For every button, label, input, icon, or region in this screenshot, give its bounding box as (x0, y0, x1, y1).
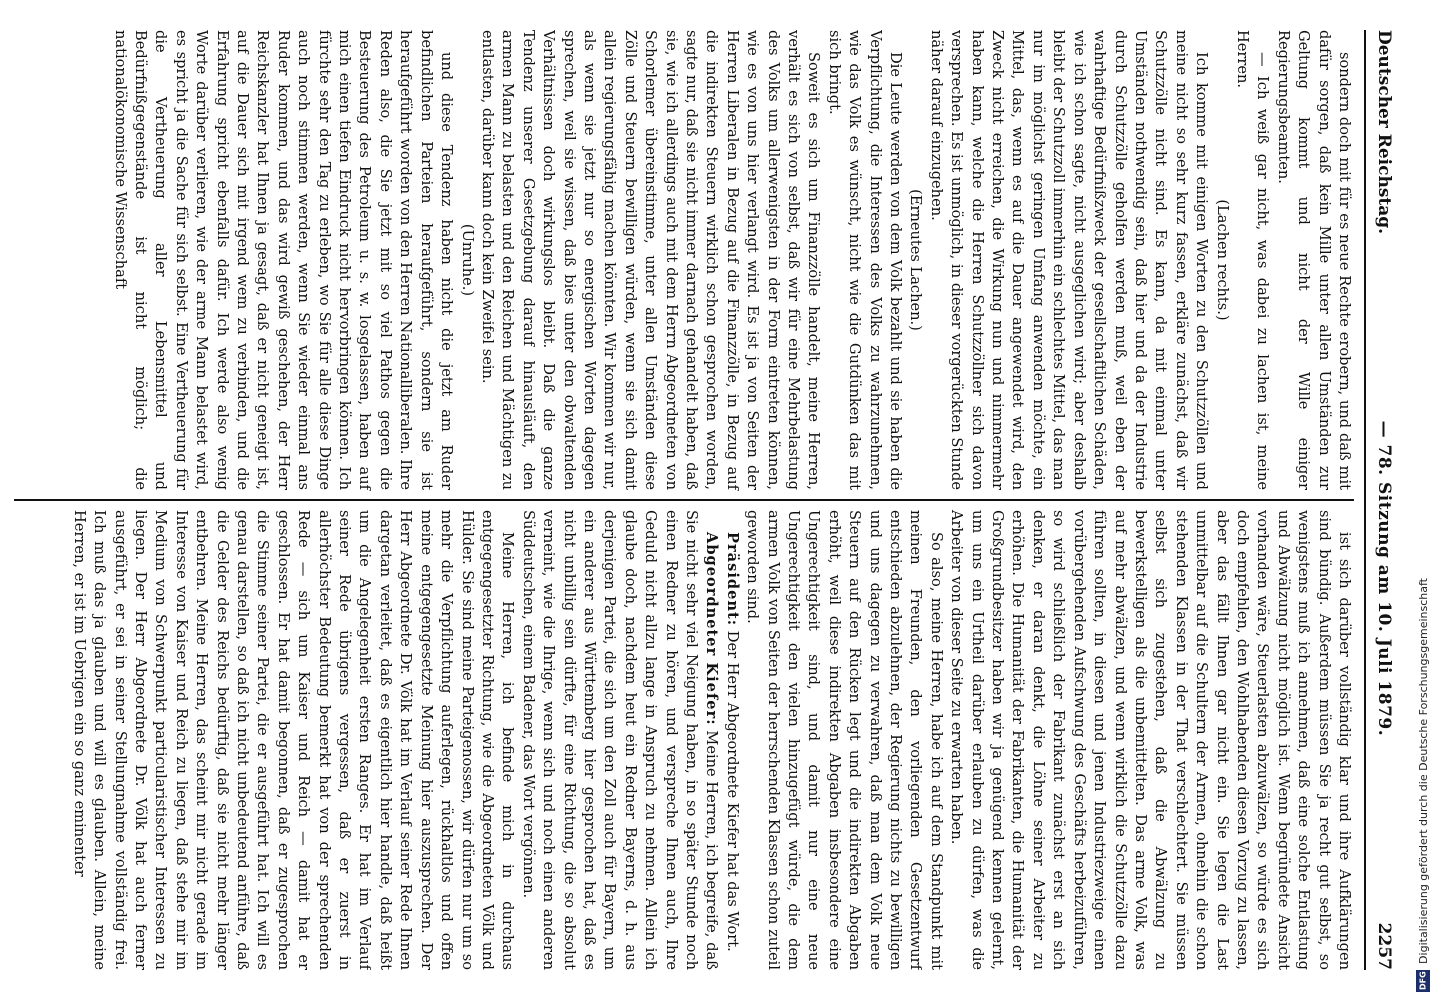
dfg-logo: DFG (1416, 970, 1430, 992)
paragraph: Meine Herren, ich befinde mich in durchaus entgegengesetzter Richtung, wie die Abgeordneten Völk und Hülder. Sie sind meine Parteigenossen, wir dürfen nur um so mehr die Verpflichtung auferlegen, rückhaltlos und offen meine entgegengesetzte Meinung hier auszusprechen. Der Herr Abgeordnete Dr. Völk hat im Verlauf seiner Rede Ihnen dargetan verleitet, daß es eigentlich hier handle, daß heißt um die Angelegenheit ersten Ranges. Er hat im Verlauf seiner Rede übrigens vergessen, daß er zuerst in allerhöchster Bedeutung bemerkt hat von der sprechenden Rede — sich um Kaiser und Reich — damit hat er geschlossen. Er hat damit begonnen, daß er zugesprochen die Stimme seiner Partei, die er ausgeführt hat. Ich will es genau darstellen, so daß ich nicht unbedeutend anführe, daß die Gelder des Reichs bedürftig, daß sie nicht mehr länger entbehren. Meine Herren, das scheint mir nicht gerade im Interesse von Kaiser und Reich zu liegen, daß stehe mir im Medium von Schwerpunkt particularistischer Interessen zu liegen. Der Herr Abgeordnete Dr. Völk hat auch ferner ausgeführt, er sei in seiner Stellungnahme vollständig frei. Ich muß das ja glauben und will es glauben. Allein, meine Herren, er ist im Uebrigen ein so ganz eminenter (70, 510, 517, 970)
digitization-credit (1414, 0, 1432, 1000)
paragraph: — Ich weiß gar nicht, was dabei zu lachen ist, meine Herren. (1233, 30, 1272, 490)
header-session: — 78. Sitzung am 10. Juli 1879. (1374, 420, 1394, 737)
stage-direction: (Erneutes Lachen.) (907, 189, 925, 331)
speech-text: Meine Herren, ich begreife, daß Sie nicht sehr viel Neigung haben, in so später Stunde noch einen Redner zu hören, und verspreche Ihnen auch, Ihre Geduld nicht allzu lange in Anspruch zu nehmen. Allein ich glaube doch, nachdem heut ein Redner Bayerns, d. h. aus derjenigen Partei, die sich um den Zoll auch für Bayern, um ein anderer aus Württemberg hier gesprochen hat, daß es nicht unbillig sein dürfte, für eine Richtung, die so absolut verneint, wie die Ihrige, wenn sich und noch einen anderen Süddeutschen, einem Badener, das Wort vergönnen. (519, 510, 721, 970)
text-columns (14, 30, 1354, 970)
paragraph: sondern doch mit für es neue Rechte erobern, und daß mit dafür sorgen, daß kein Mille unter allen Umständen zur Geltung kommt und nicht der Wille einiger Regierungsbeamten. (1274, 30, 1353, 490)
speaker-paragraph (721, 510, 741, 970)
paragraph: So also, meine Herren, habe ich auf dem Standpunkt mit meinen Freunden, den vorliegenden Gesetzentwurf entschieden abzulehnen, der Regierung nichts zu bewilligen und uns dagegen zu verwahren, daß man dem Volk neue Steuern auf den Rücken legt und die indirekten Abgaben erhöht, weil diese indirekten Abgaben insbesondere eine Ungerechtigkeit sind, und damit nur eine neue Ungerechtigkeit den vielen hinzugefügt würde, die dem armen Volk von Seiten der herrschenden Klassen schon zuteil geworden sind. (744, 510, 945, 970)
paragraph: Soweit es sich um Finanzzölle handelt, meine Herren, verhält es sich von selbst, daß wir für eine Mehrbelastung des Volks um allerwenigsten in der Form eintreten können, wie es von uns hier verlangt wird. Es ist ja von Seiten der Herren Liberalen in Bezug auf die Finanzzölle, in Bezug auf die indirekten Steuern wirklich schon gesprochen worden, sagte nur, daß sie nicht immer darnach gehandelt haben, daß sie, wie ich allerdings auch mit dem Herrn Abgeordneten von Schorlemer übereinstimme, unter allen Umständen diese Zölle und Steuern bewilligen würden, wenn sie sich damit allein regierungsfähig machen könnten. Wir kommen wir nur, als wenn sie jetzt nur so energischen Worten dagegen sprechen, weil sie wissen, daß bies unter den obwaltenden Verhältnissen doch wirkungslos bleibt. Daß die ganze Tendenz unserer Gesetzgebung darauf hinausläuft, den armen Mann zu belasten und den Reichen und Mächtigen zu entlasten, darüber kann doch kein Zweifel sein. (478, 30, 823, 490)
speaker-paragraph (517, 510, 721, 970)
stage-direction: (Unruhe.) (458, 223, 476, 297)
speech-text: Der Herr Abgeordnete Kiefer hat das Wort. (723, 630, 741, 952)
right-column (14, 501, 1354, 970)
paragraph: Die Leute werden von dem Volk bezahlt und sie haben die Verpflichtung, die Interessen des Volks zu wahrzunehmen, wie das Volk es wünscht, nicht wie die Gutdünken das mit sich bringt. (825, 30, 905, 490)
stage-direction: (Lachen rechts.) (1213, 199, 1231, 321)
speaker-name: Abgeordneter Kiefer: (703, 532, 721, 726)
page-number: 2257 (1374, 922, 1394, 970)
paragraph: Ich komme mit einigen Worten zu den Schutzzöllen und meine nicht so sehr kurz fassen, erkläre zunächst, daß wir Schutzzölle nicht sind. Es kann, da mit einmal unter Umständen nothwendig sein, daß hier und da der Industrie durch Schutzzölle geholfen werden muß, weil eben der wahrhaftige Bedürfnißzweck der gesellschaftlichen Schäden, wie ich schon sagte, nicht ausgeglichen wird; aber deshalb bleibt der Schutzzoll immerhin ein schlechtes Mittel, das man nur im möglichst geringen Umfang anwenden möchte, ein Mittel, das, wenn es auf die Dauer angewendet wird, den Zweck nicht erreichen, die Wirkung nun und nimmermehr haben kann, welche die Herren Schutzzöllner sich davon versprechen. Es ist unmöglich, in dieser vorgerückten Stunde näher darauf einzugehen. (927, 30, 1211, 490)
credit-text: Digitalisierung gefördert durch die Deutsche Forschungsgemeinschaft (1416, 578, 1430, 964)
page-header (1364, 30, 1402, 970)
speaker-name: Präsident: (723, 532, 741, 627)
header-title: Deutscher Reichstag. (1374, 30, 1394, 235)
paragraph: ist sich darüber vollständig klar und ihre Aufklärungen sind bündig. Außerdem müssen Sie ja recht gut selbst, so wenigstens muß ich annehmen, daß eine solche Entlastung und Abwälzung nicht möglich ist. Wenn begründete Ansicht vorhanden wäre, Steuerlasten abzuwälzen, so würde es sich doch empfehlen, den Wohlhabenden diesen Vorzug zu lassen, aber das fällt Ihnen gar nicht ein. Sie legen die Last unmittelbar auf die Schultern der Armen, ohnehin die schon stehenden Klassen in der That verschlechtert. Sie müssen selbst sich zugestehen, daß die Abwälzung zu bewerkstelligen als die unbemittelten. Das arme Volk, was auf mehr abwälzen, und wenn wirklich die Schutzzölle dazu führen sollten, in diesen und jenen Industriezweige einen vorübergehenden Aufschwung des Geschäfts herbeizuführen, so wird schließlich der Fabrikant zunächst erst an sich denken, er daran denkt, die Löhne seiner Arbeiter zu erhöhen. Die Humanität der Fabrikanten, die Humanität der Großgrundbesitzer haben wir ja genügend kennen gelernt, um uns ein Urtheil darüber erlauben zu dürfen, was die Arbeiter von dieser Seite zu erwarten haben. (948, 510, 1353, 970)
paragraph: und diese Tendenz haben nicht die jetzt am Ruder befindlichen Parteien heraufgeführt, sondern sie ist heraufgeführt worden von den Herren Nationalliberalen. Ihre Reden also, die Sie jetzt mit so viel Pathos gegen die Besteuerung des Petroleum u. s. w. losgelassen, haben auf mich einen tiefen Eindruck nicht hervorbringen können. Ich fürchte sehr den Tag zu erleben, wo Sie für alle diese Dinge auch noch stimmen werden, wenn Sie wieder einmal ans Ruder kommen, und das wird gewiß geschehen, der Herr Reichskanzler hat Ihnen ja gesagt, daß er nicht geneigt ist, auf die Dauer sich mit irgend wem zu verbinden, und die Erfahrung spricht ebenfalls dafür. Ich werde also wenig Worte darüber verlieren, wie der arme Mann belastet wird, es spricht ja die Sache für sich selbst. Eine Vertheuerung für die Vertheuerung aller Lebensmittel und Bedürfnißgegenstände ist nicht möglich; die nationalökonomische Wissenschaft (111, 30, 456, 490)
left-column (14, 30, 1354, 499)
